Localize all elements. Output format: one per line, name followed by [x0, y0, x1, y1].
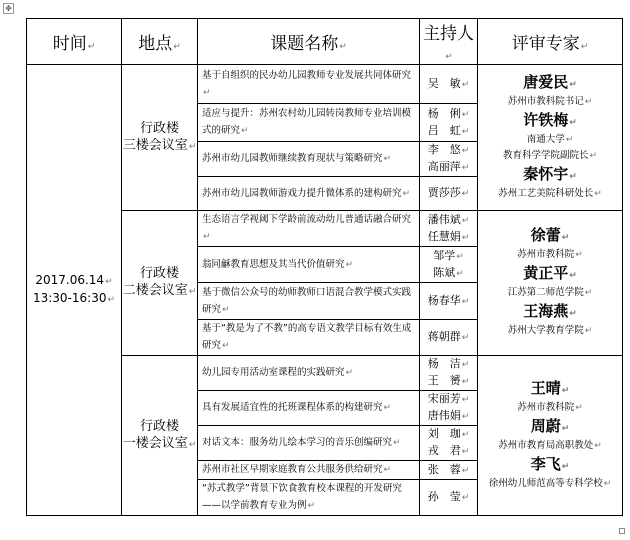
expert-name: 徐蕾 ↵	[480, 226, 620, 248]
host-name: 李 悠 ↵	[422, 142, 475, 159]
host-name: 吕 虹 ↵	[422, 123, 475, 140]
table-row	[27, 65, 623, 104]
location-cell	[122, 356, 198, 516]
host-name: 宋丽芳 ↵	[422, 391, 475, 408]
expert-name: 周蔚 ↵	[480, 417, 620, 439]
expert-affiliation: 苏州市教科院 ↵	[480, 248, 620, 262]
topic-cell	[198, 247, 420, 283]
time-cell	[27, 65, 122, 516]
host-cell	[420, 247, 478, 283]
host-cell	[420, 211, 478, 247]
topic-cell	[198, 104, 420, 142]
header-time: 时间 ↵	[27, 19, 122, 65]
host-name: 刘 珈 ↵	[422, 426, 475, 443]
topic-text: 苏州市社区早期家庭教育公共服务供给研究 ↵	[202, 464, 391, 475]
header-row	[27, 19, 623, 65]
host-name: 张 蓉 ↵	[422, 462, 475, 479]
expert-name: 王海燕 ↵	[480, 302, 620, 324]
topic-cell	[198, 320, 420, 356]
host-name: 邹学 ↵	[422, 248, 475, 265]
topic-text: 基于自组织的民办幼儿园教师专业发展共同体研究 ↵	[202, 70, 411, 98]
expert-affiliation: 苏州大学教育学院 ↵	[480, 324, 620, 338]
host-cell	[420, 104, 478, 142]
topic-text: “苏式教学”背景下饮食教育校本课程的开发研究——以学前教育专业为例 ↵	[202, 483, 402, 511]
host-cell	[420, 426, 478, 461]
location-text: 行政楼	[139, 418, 179, 434]
table-resize-handle-icon[interactable]	[619, 528, 625, 534]
expert-affiliation: 苏州市教育局高职教处 ↵	[480, 439, 620, 453]
topic-text: 苏州市幼儿园教师游戏力提升微体系的建构研究 ↵	[202, 188, 410, 199]
location-text: 行政楼	[139, 120, 179, 136]
host-cell	[420, 142, 478, 177]
topic-cell	[198, 283, 420, 320]
topic-text: 基于“教是为了不教”的高专语文教学目标有效生成研究 ↵	[202, 323, 411, 351]
table-move-handle-icon[interactable]: ✥	[3, 3, 14, 14]
expert-affiliation: 江苏第二师范学院 ↵	[480, 286, 620, 300]
expert-cell	[478, 211, 623, 356]
host-name: 陈斌 ↵	[422, 265, 475, 282]
review-schedule-table	[26, 18, 623, 516]
host-cell	[420, 480, 478, 516]
host-cell	[420, 391, 478, 426]
topic-text: 苏州市幼儿园教师继续教育现状与策略研究 ↵	[202, 153, 391, 164]
host-name: 吴 敏 ↵	[422, 76, 475, 93]
expert-name: 唐爱民 ↵	[480, 73, 620, 95]
expert-name: 李飞 ↵	[480, 455, 620, 477]
location-text: 一楼会议室 ↵	[122, 435, 197, 454]
host-cell	[420, 356, 478, 391]
topic-cell	[198, 65, 420, 104]
header-host: 主持人 ↵	[420, 19, 478, 65]
topic-text: 幼儿园专用活动室课程的实践研究 ↵	[202, 367, 353, 378]
topic-text: 对话文本：服务幼儿绘本学习的音乐创编研究 ↵	[202, 437, 401, 448]
location-cell	[122, 65, 198, 211]
host-cell	[420, 283, 478, 320]
expert-affiliation: 苏州工艺美院科研处长 ↵	[480, 187, 620, 201]
host-name: 蒋朝群 ↵	[422, 329, 475, 346]
time-slot-text: 13:30-16:30 ↵	[27, 290, 121, 308]
topic-cell	[198, 142, 420, 177]
expert-name: 王晴 ↵	[480, 379, 620, 401]
date-text: 2017.06.14 ↵	[27, 272, 121, 290]
host-name: 戎 君 ↵	[422, 443, 475, 460]
location-text: 三楼会议室 ↵	[122, 137, 197, 156]
location-text: 二楼会议室 ↵	[122, 282, 197, 301]
expert-affiliation: 教育科学学院副院长 ↵	[480, 149, 620, 163]
host-name: 潘伟斌 ↵	[422, 212, 475, 229]
host-name: 孙 莹 ↵	[422, 489, 475, 506]
host-name: 王 赟 ↵	[422, 373, 475, 390]
header-location: 地点 ↵	[122, 19, 198, 65]
host-name: 唐伟娟 ↵	[422, 408, 475, 425]
topic-text: 具有发展适宜性的托班课程体系的构建研究 ↵	[202, 402, 391, 413]
header-topic: 课题名称 ↵	[198, 19, 420, 65]
host-cell	[420, 461, 478, 480]
expert-name: 黄正平 ↵	[480, 264, 620, 286]
host-name: 杨春华 ↵	[422, 293, 475, 310]
topic-text: 生态语言学视阈下学龄前流动幼儿普通话融合研究 ↵	[202, 214, 411, 242]
expert-affiliation: 苏州市教科院 ↵	[480, 401, 620, 415]
host-cell	[420, 177, 478, 211]
topic-cell	[198, 461, 420, 480]
topic-cell	[198, 211, 420, 247]
expert-name: 秦怀宇 ↵	[480, 165, 620, 187]
topic-text: 翁同龢教育思想及其当代价值研究 ↵	[202, 259, 353, 270]
host-name: 杨 洁 ↵	[422, 356, 475, 373]
location-text: 行政楼	[139, 266, 179, 281]
host-cell	[420, 65, 478, 104]
expert-cell	[478, 356, 623, 516]
topic-cell	[198, 391, 420, 426]
expert-affiliation: 南通大学 ↵	[480, 133, 620, 147]
topic-text: 适应与提升：苏州农村幼儿园转岗教师专业培训模式的研究 ↵	[202, 108, 411, 136]
topic-cell	[198, 426, 420, 461]
topic-cell	[198, 356, 420, 391]
expert-name: 许铁梅 ↵	[480, 111, 620, 133]
host-name: 任慧娟 ↵	[422, 229, 475, 246]
host-name: 高丽萍 ↵	[422, 159, 475, 176]
topic-cell	[198, 480, 420, 516]
topic-text: 基于微信公众号的幼师教师口语混合教学模式实践研究 ↵	[202, 287, 411, 315]
location-cell	[122, 211, 198, 356]
header-expert: 评审专家 ↵	[478, 19, 623, 65]
host-cell	[420, 320, 478, 356]
host-name: 杨 俐 ↵	[422, 106, 475, 123]
host-name: 贾莎莎 ↵	[422, 185, 475, 202]
expert-affiliation: 苏州市教科院书记 ↵	[480, 95, 620, 109]
topic-cell	[198, 177, 420, 211]
expert-cell	[478, 65, 623, 211]
expert-affiliation: 徐州幼儿师范高等专科学校 ↵	[480, 477, 620, 491]
